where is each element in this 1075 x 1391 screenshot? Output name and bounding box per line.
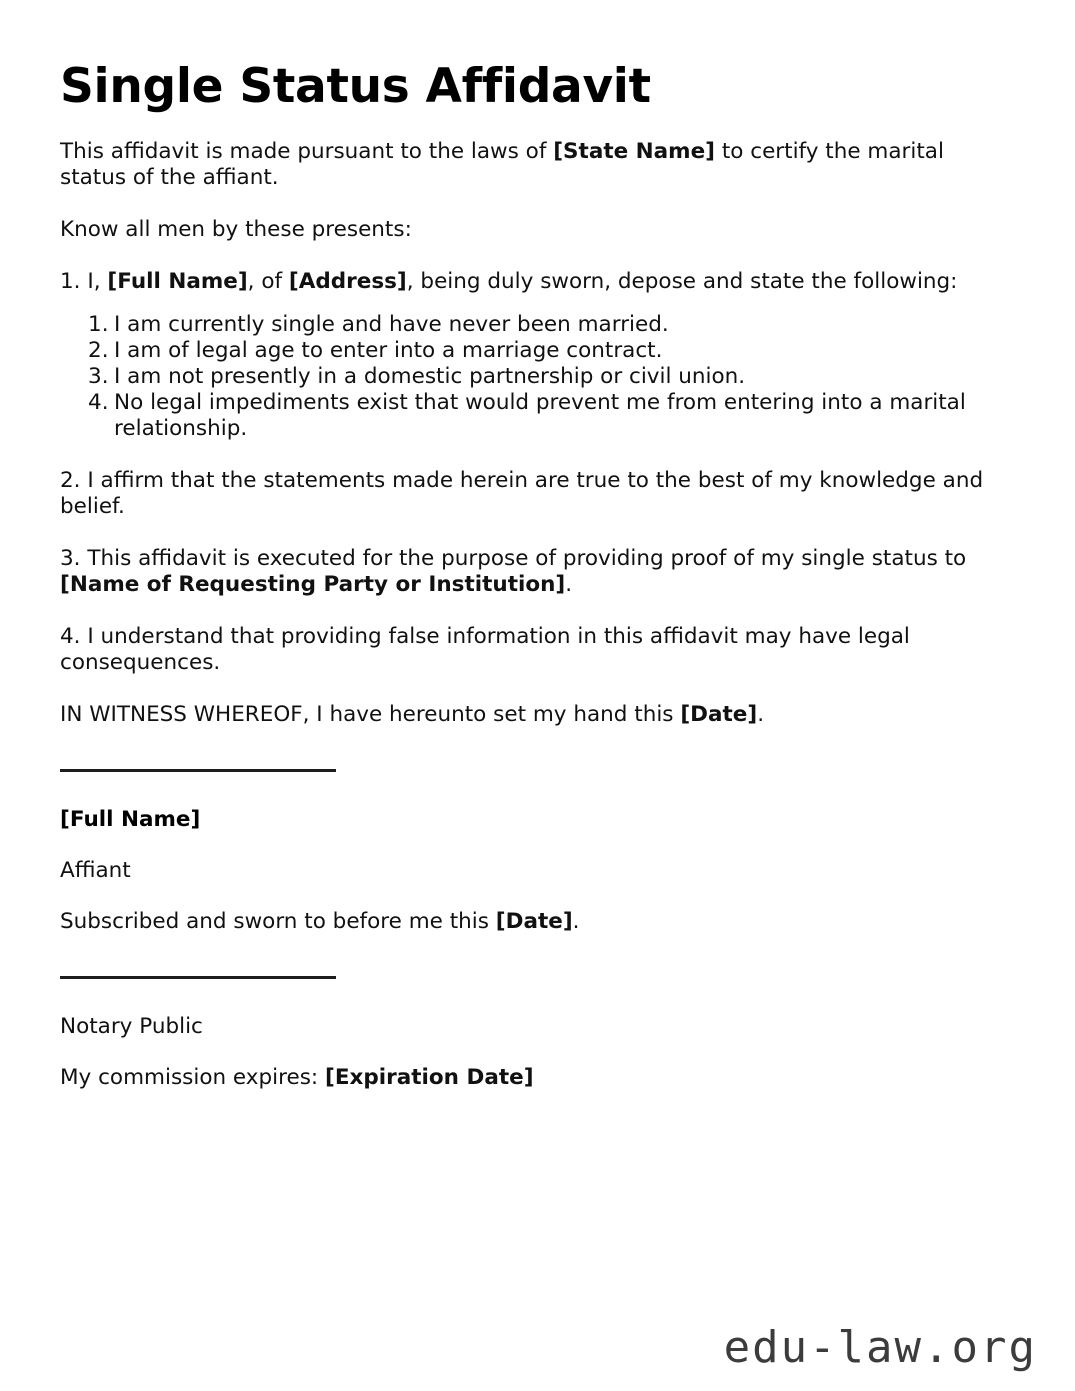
item-3-text-after: . — [565, 571, 573, 597]
item-3-text-before: 3. This affidavit is executed for the purpose of providing proof of my single status to — [60, 545, 967, 571]
list-item: I am currently single and have never been married. — [114, 311, 669, 337]
affiant-role-label: Affiant — [60, 858, 131, 884]
affiant-signature-rule — [60, 769, 336, 772]
numbered-item-1 — [60, 243, 1000, 295]
item-1-segment-b: , of — [247, 268, 289, 294]
commission-text-before: My commission expires: — [60, 1064, 326, 1090]
numbered-item-4: 4. I understand that providing false information in this affidavit may have legal consequences. — [60, 623, 910, 675]
full-name-placeholder: [Full Name] — [107, 268, 248, 294]
commission-expiry-line — [60, 1039, 1015, 1090]
preamble-paragraph: Know all men by these presents: — [60, 216, 412, 242]
item-1-number: 1. — [60, 268, 88, 294]
numbered-item-3 — [60, 520, 1000, 598]
list-item: I am not presently in a domestic partnership or civil union. — [114, 363, 746, 389]
affiant-name-placeholder: [Full Name] — [60, 807, 201, 833]
sworn-date-placeholder: [Date] — [495, 909, 573, 935]
numbered-item-2: 2. I affirm that the statements made herein are true to the best of my knowledge and belief. — [60, 467, 984, 519]
intro-text-before: This affidavit is made pursuant to the laws of — [60, 138, 554, 164]
notary-role-label: Notary Public — [60, 1013, 203, 1039]
sworn-clause — [60, 883, 1015, 934]
witness-text-before: IN WITNESS WHEREOF, I have hereunto set my hand this — [60, 701, 681, 727]
requesting-party-placeholder: [Name of Requesting Party or Institution] — [60, 571, 566, 597]
witness-date-placeholder: [Date] — [680, 701, 758, 727]
site-watermark: edu-law.org — [723, 1322, 1037, 1373]
notary-signature-rule — [60, 976, 336, 979]
sworn-text-before: Subscribed and sworn to before me this — [60, 909, 496, 935]
page-title: Single Status Affidavit — [60, 59, 651, 114]
state-name-placeholder: [State Name] — [553, 138, 715, 164]
witness-clause — [60, 676, 1000, 728]
affiant-signature-line — [60, 728, 1015, 782]
list-item: No legal impediments exist that would prevent me from entering into a marital relationship. — [114, 389, 966, 441]
sworn-text-after: . — [572, 909, 580, 935]
list-item: I am of legal age to enter into a marriage contract. — [114, 337, 663, 363]
item-1-segment-c: , being duly sworn, depose and state the following: — [406, 268, 958, 294]
item-1-segment-a: I, — [87, 268, 108, 294]
intro-paragraph — [60, 113, 1000, 191]
witness-text-after: . — [757, 701, 765, 727]
expiration-date-placeholder: [Expiration Date] — [325, 1064, 534, 1090]
affidavit-statements-list — [60, 295, 1015, 442]
notary-signature-line — [60, 934, 1015, 988]
intro-text-after: to certify the marital status of the affiant. — [60, 138, 944, 190]
address-placeholder: [Address] — [288, 268, 407, 294]
